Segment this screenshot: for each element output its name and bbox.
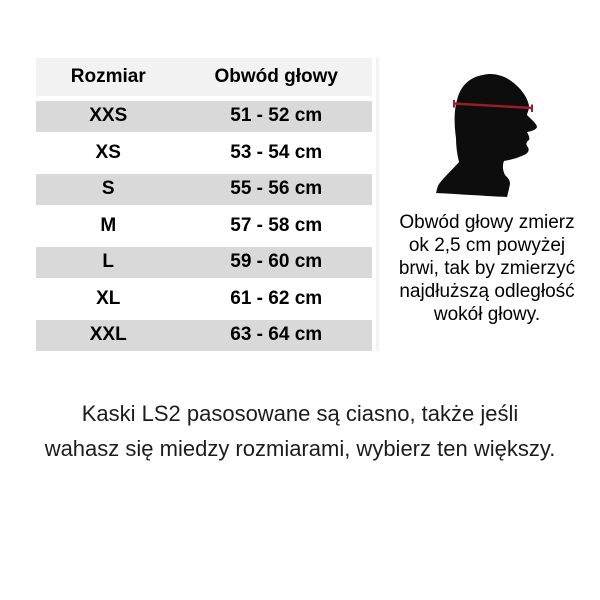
table-header-row	[36, 58, 372, 96]
footer-note-line: wahasz się miedzy rozmiarami, wybierz ten większy.	[44, 436, 556, 461]
table-row	[36, 171, 372, 208]
measure-note-line: ok 2,5 cm powyżej	[408, 235, 566, 256]
size-cell: XXS	[89, 105, 128, 127]
size-cell: XS	[95, 141, 121, 163]
head-silhouette-shape	[436, 74, 537, 197]
footer-note	[0, 396, 600, 466]
measure-note-line: brwi, tak by zmierzyć	[398, 258, 576, 279]
head-profile-icon	[436, 70, 540, 200]
size-cell: M	[100, 214, 117, 236]
size-cell: XXL	[89, 324, 127, 346]
circumference-cell: 53 - 54 cm	[230, 141, 323, 163]
size-cell: S	[101, 178, 115, 200]
footer-note-line: Kaski LS2 pasosowane są ciasno, także jeśli	[81, 401, 519, 426]
size-cell: XL	[96, 287, 121, 309]
circumference-cell: 61 - 62 cm	[230, 287, 323, 309]
measure-note	[381, 211, 593, 326]
head-silhouette-figure	[436, 70, 540, 200]
circumference-cell: 51 - 52 cm	[230, 105, 323, 127]
header-cell-size: Rozmiar	[70, 66, 146, 87]
table-right-edge	[376, 58, 379, 351]
measure-note-line: wokół głowy.	[433, 304, 541, 325]
circumference-cell: 55 - 56 cm	[230, 178, 323, 200]
measure-note-line: najdłuższą odległość	[399, 281, 575, 302]
circumference-cell: 63 - 64 cm	[230, 324, 323, 346]
circumference-cell: 57 - 58 cm	[230, 214, 323, 236]
measure-note-line: Obwód głowy zmierz	[399, 212, 575, 233]
table-row	[36, 98, 372, 135]
size-cell: L	[102, 251, 115, 273]
table-row	[36, 208, 372, 245]
circumference-cell: 59 - 60 cm	[230, 251, 323, 273]
table-row	[36, 281, 372, 318]
size-table	[36, 58, 372, 354]
table-row	[36, 135, 372, 172]
header-cell-circumference: Obwód głowy	[214, 66, 338, 87]
table-row	[36, 317, 372, 354]
table-row	[36, 244, 372, 281]
